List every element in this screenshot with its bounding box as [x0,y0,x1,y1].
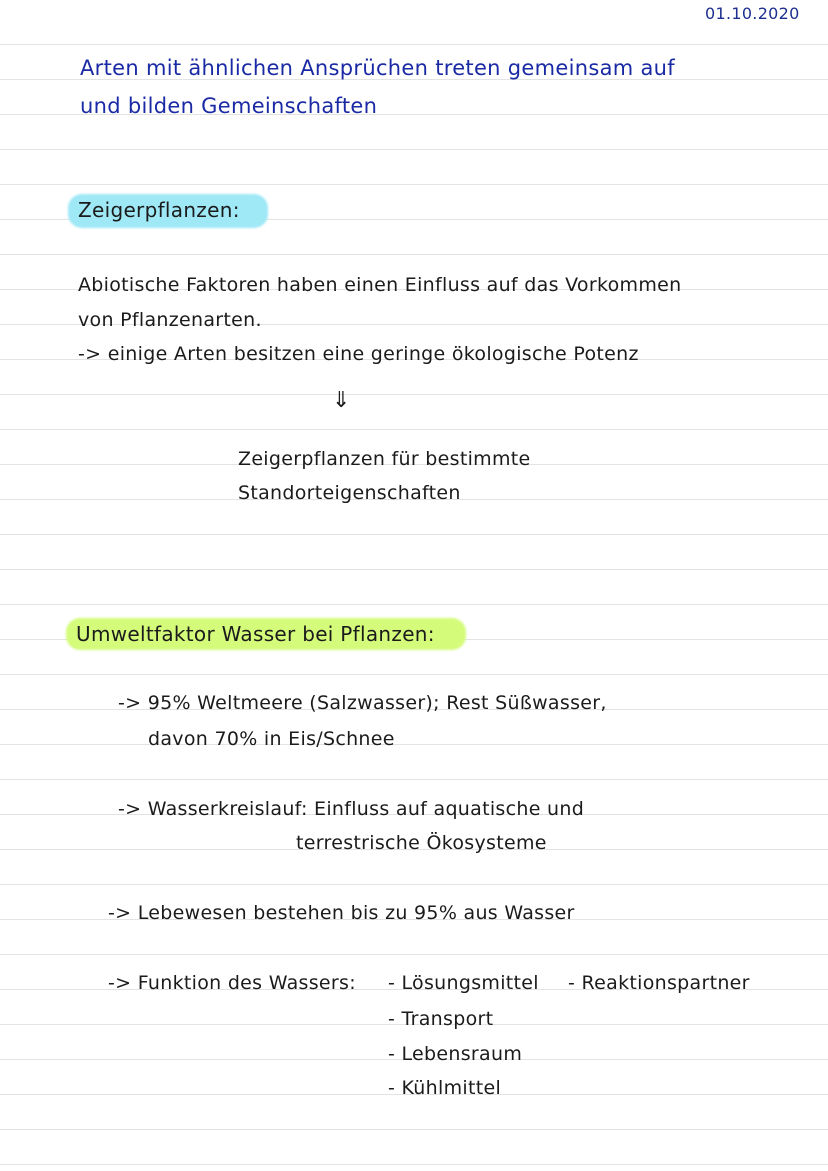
bullet-wasserkreislauf-line-1: -> Wasserkreislauf: Einfluss auf aquatische und [118,798,585,820]
conclusion-line-2: Standorteigenschaften [238,482,461,504]
bullet-funktion-label: -> Funktion des Wassers: [108,972,356,994]
section-heading-umweltfaktor: Umweltfaktor Wasser bei Pflanzen: [76,622,435,646]
intro-line-2: und bilden Gemeinschaften [80,94,378,118]
function-item: - Kühlmittel [388,1077,502,1099]
paragraph-line-2: von Pflanzenarten. [78,309,262,331]
bullet-weltmeere-line-1: -> 95% Weltmeere (Salzwasser); Rest Süßwasser, [118,692,607,714]
down-arrow-icon: ⇓ [332,388,351,413]
conclusion-line-1: Zeigerpflanzen für bestimmte [238,448,531,470]
bullet-weltmeere-line-2: davon 70% in Eis/Schnee [148,728,395,750]
section-heading-zeigerpflanzen: Zeigerpflanzen: [78,198,240,222]
bullet-potenz: -> einige Arten besitzen eine geringe ökologische Potenz [78,343,639,365]
function-item: - Lebensraum [388,1043,523,1065]
function-item: - Lösungsmittel [388,972,539,994]
bullet-wasserkreislauf-line-2: terrestrische Ökosysteme [296,832,547,854]
function-item: - Transport [388,1008,494,1030]
intro-line-1: Arten mit ähnlichen Ansprüchen treten gemeinsam auf [80,56,675,80]
function-item-reaktionspartner: - Reaktionspartner [568,972,750,994]
bullet-lebewesen: -> Lebewesen bestehen bis zu 95% aus Wasser [108,902,575,924]
date: 01.10.2020 [705,4,800,23]
paragraph-line-1: Abiotische Faktoren haben einen Einfluss auf das Vorkommen [78,274,682,296]
